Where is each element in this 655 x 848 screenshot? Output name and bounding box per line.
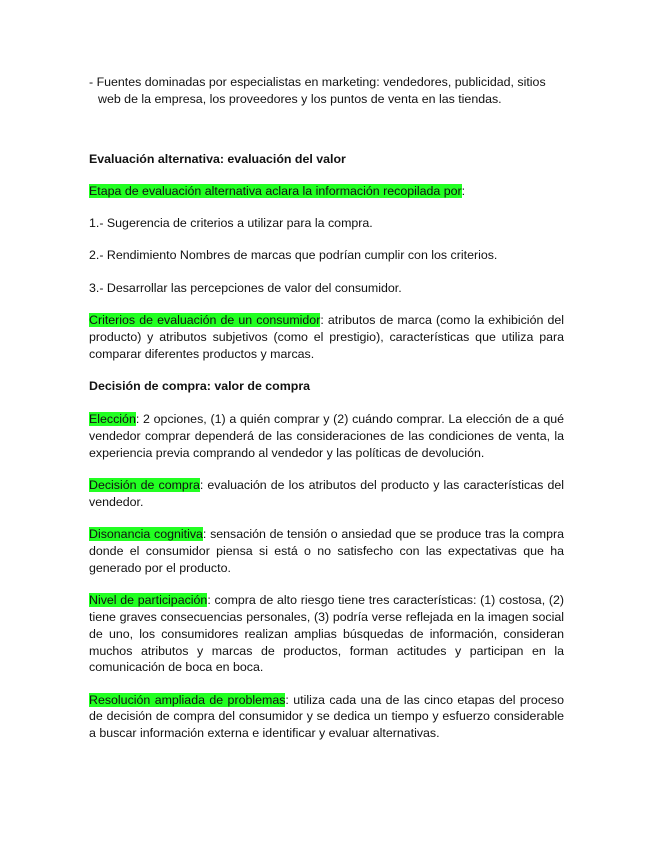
entry-text: : utiliza cada una de las cinco etapas del proceso de decisión de compra del consumidor y se dedica un tiempo y esfuerzo considerable a buscar información externa e identificar y evaluar alternativas. <box>89 692 564 741</box>
intro-bullet: - Fuentes dominadas por especialistas en marketing: vendedores, publicidad, sitios web de la empresa, los proveedores y los puntos de venta en las tiendas. <box>89 75 546 106</box>
list-item-2: 2.- Rendimiento Nombres de marcas que podrían cumplir con los criterios. <box>89 248 498 263</box>
highlight-criteria: Criterios de evaluación de un consumidor <box>89 313 321 328</box>
section-heading-evaluation: Evaluación alternativa: evaluación del valor <box>89 151 346 166</box>
entry-text: : evaluación de los atributos del producto y las características del vendedor. <box>89 478 564 509</box>
entry-decision-compra <box>89 477 564 511</box>
highlight-decision-compra: Decisión de compra <box>89 478 200 493</box>
highlight-eleccion: Elección <box>89 412 136 427</box>
document-page <box>89 74 564 742</box>
entry-disonancia <box>89 526 564 576</box>
evaluation-lead-paragraph <box>89 183 564 200</box>
criteria-text: : atributos de marca (como la exhibición del producto) y atributos subjetivos (como el prestigio), características que utiliza para comparar diferentes productos y marcas. <box>89 313 564 361</box>
entry-text: : sensación de tensión o ansiedad que se produce tras la compra donde el consumidor piensa si está o no satisfecho con las expectativas que ha generado por el producto. <box>89 527 564 575</box>
highlight-disonancia: Disonancia cognitiva <box>89 527 203 542</box>
section-heading-decision: Decisión de compra: valor de compra <box>89 379 311 394</box>
lead-colon: : <box>461 183 466 198</box>
list-item-3: 3.- Desarrollar las percepciones de valor del consumidor. <box>89 280 402 295</box>
entry-text: : 2 opciones, (1) a quién comprar y (2) cuándo comprar. La elección de a qué vendedor comprar dependerá de las consideraciones de las condiciones de venta, la experiencia previa comprando al vendedor y las políticas de devolución. <box>89 412 564 460</box>
highlight-evaluation-stage: Etapa de evaluación alternativa aclara la información recopilada por <box>89 183 462 198</box>
criteria-paragraph <box>89 312 564 362</box>
entry-participacion <box>89 592 564 676</box>
entry-eleccion <box>89 411 564 461</box>
highlight-resolucion: Resolución ampliada de problemas <box>89 692 286 707</box>
entry-resolucion <box>89 692 564 742</box>
entry-text: : compra de alto riesgo tiene tres características: (1) costosa, (2) tiene graves consecuencias personales, (3) podría verse reflejada en la imagen social de uno, los consumidores realizan amplias búsquedas de información, consideran muchos atributos y marcas de productos, forman actitudes y participan en la comunicación de boca en boca. <box>89 593 564 675</box>
highlight-participacion: Nivel de participación <box>89 593 208 608</box>
list-item-1: 1.- Sugerencia de criterios a utilizar para la compra. <box>89 216 373 231</box>
